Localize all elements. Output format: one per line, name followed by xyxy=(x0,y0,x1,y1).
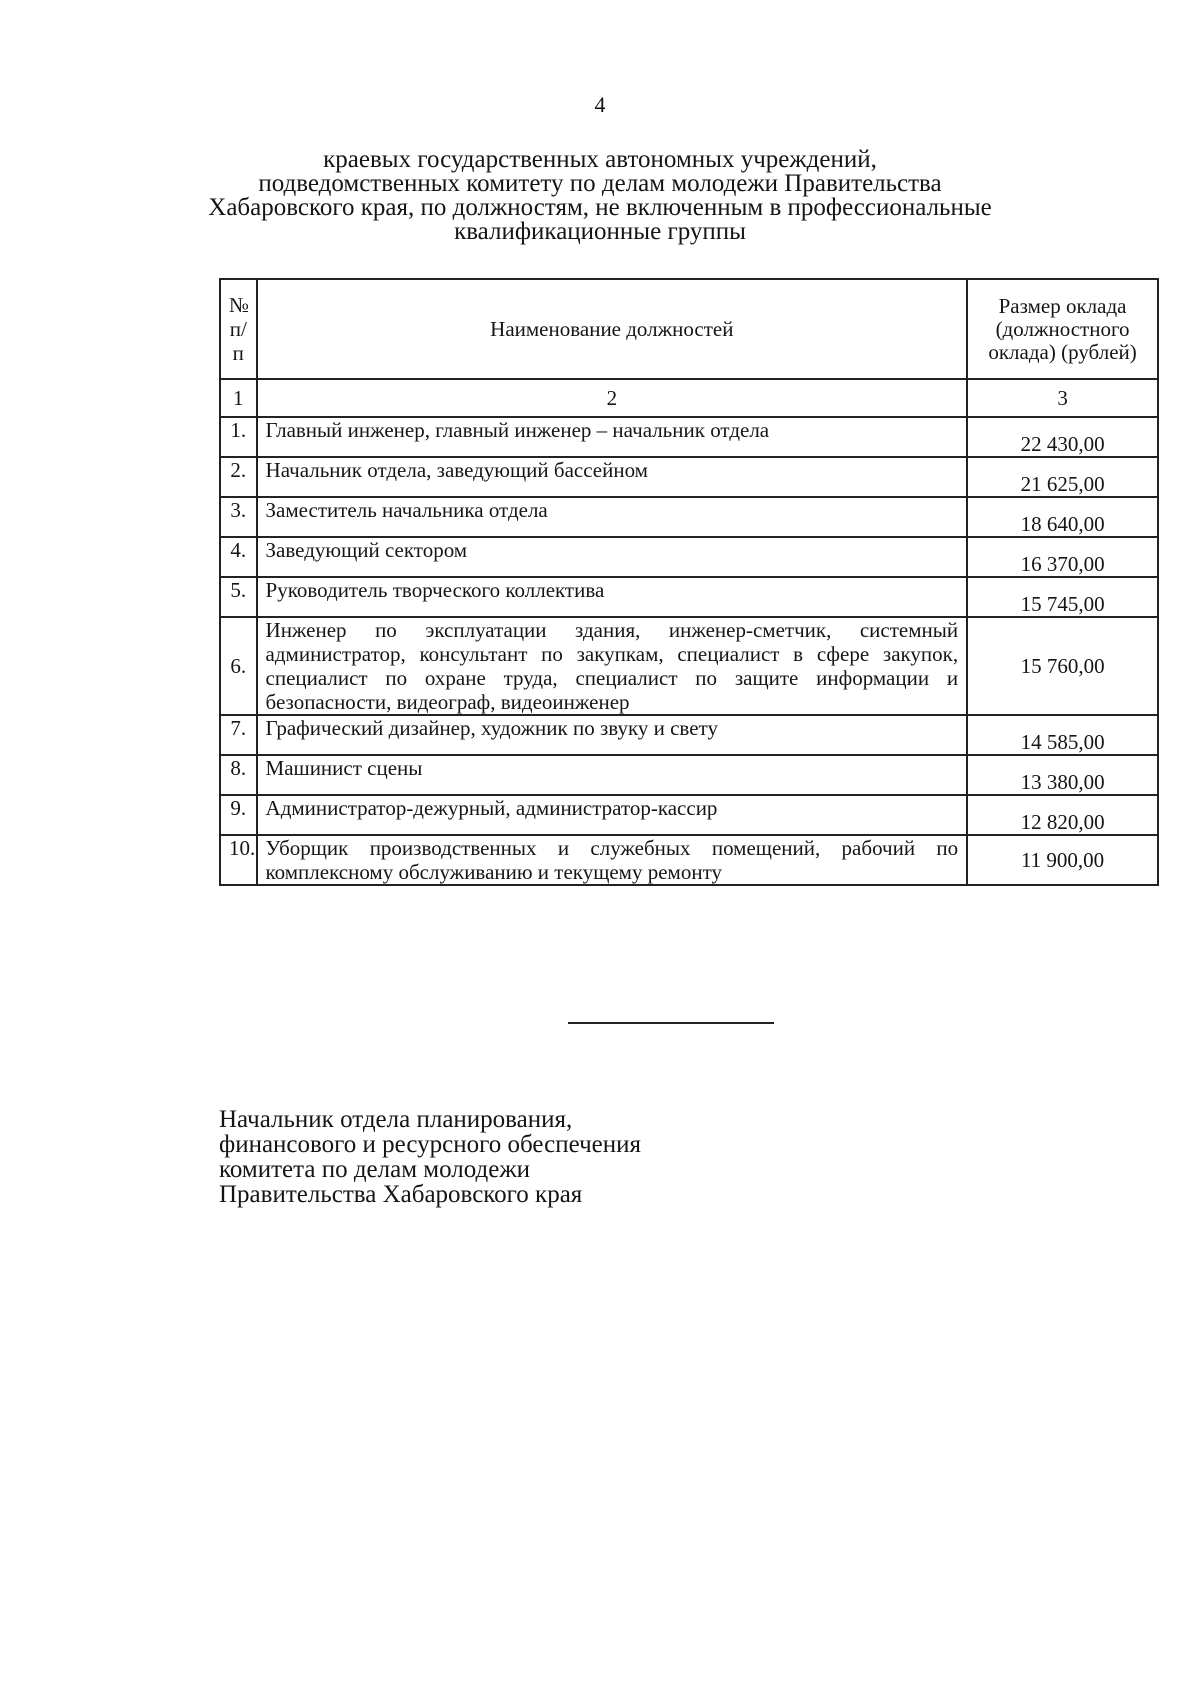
salary-amount: 16 370,00 xyxy=(967,537,1158,577)
position-name: Администратор-дежурный, администратор-кассир xyxy=(257,795,968,835)
salary-amount: 15 745,00 xyxy=(967,577,1158,617)
table-row xyxy=(220,835,1158,885)
table-row xyxy=(220,497,1158,537)
table-row xyxy=(220,457,1158,497)
salary-table xyxy=(219,278,1159,886)
heading-line: подведомственных комитету по делам молодежи Правительства xyxy=(258,170,942,197)
table-row xyxy=(220,795,1158,835)
position-name: Начальник отдела, заведующий бассейном xyxy=(257,457,968,497)
signature-block xyxy=(219,1107,641,1207)
heading-line: краевых государственных автономных учреждений, xyxy=(323,146,877,173)
salary-amount: 21 625,00 xyxy=(967,457,1158,497)
table-header-row xyxy=(220,279,1158,379)
row-number: 8. xyxy=(220,755,257,795)
salary-amount: 18 640,00 xyxy=(967,497,1158,537)
heading-line: квалификационные группы xyxy=(454,218,746,245)
signature-line: Начальник отдела планирования, xyxy=(219,1106,573,1133)
salary-amount: 14 585,00 xyxy=(967,715,1158,755)
position-name: Главный инженер, главный инженер – начальник отдела xyxy=(257,417,968,457)
salary-amount: 15 760,00 xyxy=(967,617,1158,715)
row-number: 7. xyxy=(220,715,257,755)
salary-amount: 11 900,00 xyxy=(967,835,1158,885)
salary-amount: 22 430,00 xyxy=(967,417,1158,457)
position-name: Инженер по эксплуатации здания, инженер-сметчик, системный администратор, консультант по закупкам, специалист в сфере закупок, специалист по охране труда, специалист по защите информации и безопасности, видеограф, видеоинженер xyxy=(257,617,968,715)
position-name: Уборщик производственных и служебных помещений, рабочий по комплексному обслуживанию и текущему ремонту xyxy=(257,835,968,885)
header-salary-amount: Размер оклада (должностного оклада) (рублей) xyxy=(967,279,1158,379)
table-row xyxy=(220,417,1158,457)
salary-amount: 12 820,00 xyxy=(967,795,1158,835)
row-number: 4. xyxy=(220,537,257,577)
position-name: Машинист сцены xyxy=(257,755,968,795)
position-name: Графический дизайнер, художник по звуку и свету xyxy=(257,715,968,755)
signature-line: Правительства Хабаровского края xyxy=(219,1181,583,1208)
row-number: 2. xyxy=(220,457,257,497)
table-row xyxy=(220,715,1158,755)
row-number: 10. xyxy=(220,835,257,885)
signature-line: комитета по делам молодежи xyxy=(219,1156,530,1183)
index-cell: 3 xyxy=(967,379,1158,417)
page-number: 4 xyxy=(594,92,606,117)
table-row xyxy=(220,537,1158,577)
signature-line: финансового и ресурсного обеспечения xyxy=(219,1131,641,1158)
document-heading xyxy=(180,148,1020,244)
table-row xyxy=(220,755,1158,795)
table-row xyxy=(220,577,1158,617)
section-divider xyxy=(568,1022,774,1024)
heading-line: Хабаровского края, по должностям, не включенным в профессиональные xyxy=(208,194,992,221)
salary-amount: 13 380,00 xyxy=(967,755,1158,795)
header-position-name: Наименование должностей xyxy=(257,279,968,379)
position-name: Заместитель начальника отдела xyxy=(257,497,968,537)
row-number: 9. xyxy=(220,795,257,835)
row-number: 5. xyxy=(220,577,257,617)
position-name: Заведующий сектором xyxy=(257,537,968,577)
row-number: 1. xyxy=(220,417,257,457)
table-row xyxy=(220,617,1158,715)
index-cell: 2 xyxy=(257,379,968,417)
row-number: 3. xyxy=(220,497,257,537)
row-number: 6. xyxy=(220,617,257,715)
table-index-row xyxy=(220,379,1158,417)
index-cell: 1 xyxy=(220,379,257,417)
header-number: № п/п xyxy=(220,279,257,379)
position-name: Руководитель творческого коллектива xyxy=(257,577,968,617)
